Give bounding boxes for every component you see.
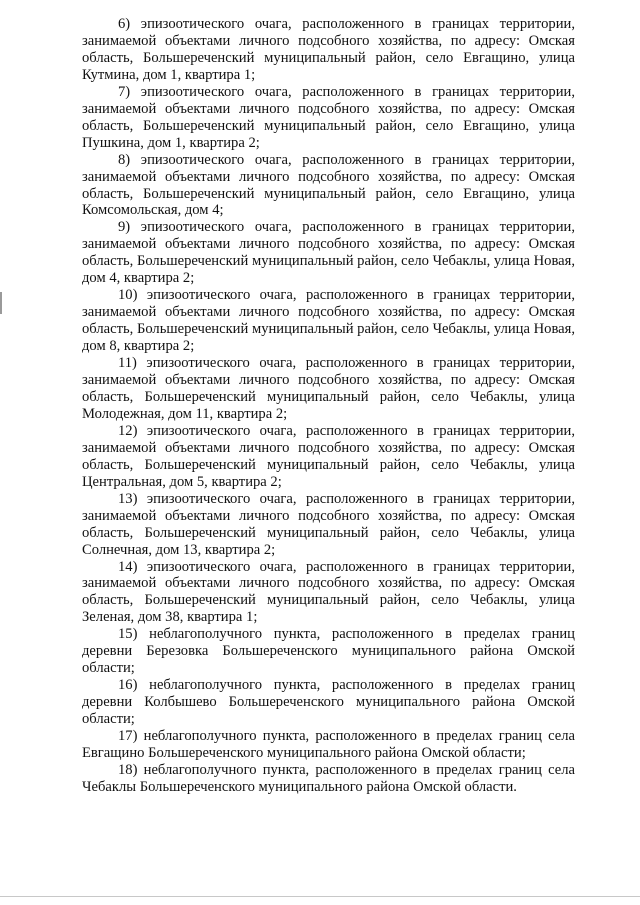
clause-8: 8) эпизоотического очага, расположенного в границах территории, занимаемой объектами личного подсобного хозяйства, по адресу: Омская область, Большереченский муниципальный район, село Евгащино, улица Комсомольская, дом 4; [82,151,575,219]
clause-9: 9) эпизоотического очага, расположенного в границах территории, занимаемой объектами личного подсобного хозяйства, по адресу: Омская область, Большереченский муниципальный район, село Чебаклы, улица Новая, дом 4, квартира 2; [82,219,575,287]
clause-14: 14) эпизоотического очага, расположенного в границах территории, занимаемой объектами личного подсобного хозяйства, по адресу: Омская область, Большереченский муниципальный район, село Чебаклы, улица Зеленая, дом 38, квартира 1; [82,558,575,626]
clause-17: 17) неблагополучного пункта, расположенного в пределах границ села Евгащино Большереченского муниципального района Омской области; [82,728,575,761]
clause-7: 7) эпизоотического очага, расположенного в границах территории, занимаемой объектами личного подсобного хозяйства, по адресу: Омская область, Большереченский муниципальный район, село Евгащино, улица Пушкина, дом 1, квартира 2; [82,83,575,151]
clause-18: 18) неблагополучного пункта, расположенного в пределах границ села Чебаклы Большереченского муниципального района Омской области. [82,761,575,795]
page-bottom-rule [0,896,640,897]
clause-11: 11) эпизоотического очага, расположенного в границах территории, занимаемой объектами личного подсобного хозяйства, по адресу: Омская область, Большереченский муниципальный район, село Чебаклы, улица Молодежная, дом 11, квартира 2; [82,355,575,422]
scan-edge-mark [0,292,2,314]
clause-16: 16) неблагополучного пункта, расположенного в пределах границ деревни Колбышево Большереченского муниципального района Омской области; [82,677,575,728]
clause-15: 15) неблагополучного пункта, расположенного в пределах границ деревни Березовка Большереченского муниципального района Омской области; [82,626,575,677]
clause-13: 13) эпизоотического очага, расположенного в границах территории, занимаемой объектами личного подсобного хозяйства, по адресу: Омская область, Большереченский муниципальный район, село Чебаклы, улица Солнечная, дом 13, квартира 2; [82,490,575,558]
clause-12: 12) эпизоотического очага, расположенного в границах территории, занимаемой объектами личного подсобного хозяйства, по адресу: Омская область, Большереченский муниципальный район, село Чебаклы, улица Центральная, дом 5, квартира 2; [82,422,575,490]
clause-6: 6) эпизоотического очага, расположенного в границах территории, занимаемой объектами личного подсобного хозяйства, по адресу: Омская область, Большереченский муниципальный район, село Евгащино, улица Кутмина, дом 1, квартира 1; [82,16,575,83]
clause-10: 10) эпизоотического очага, расположенного в границах территории, занимаемой объектами личного подсобного хозяйства, по адресу: Омская область, Большереченский муниципальный район, село Чебаклы, улица Новая, дом 8, квартира 2; [82,287,575,355]
document-body [82,16,575,796]
